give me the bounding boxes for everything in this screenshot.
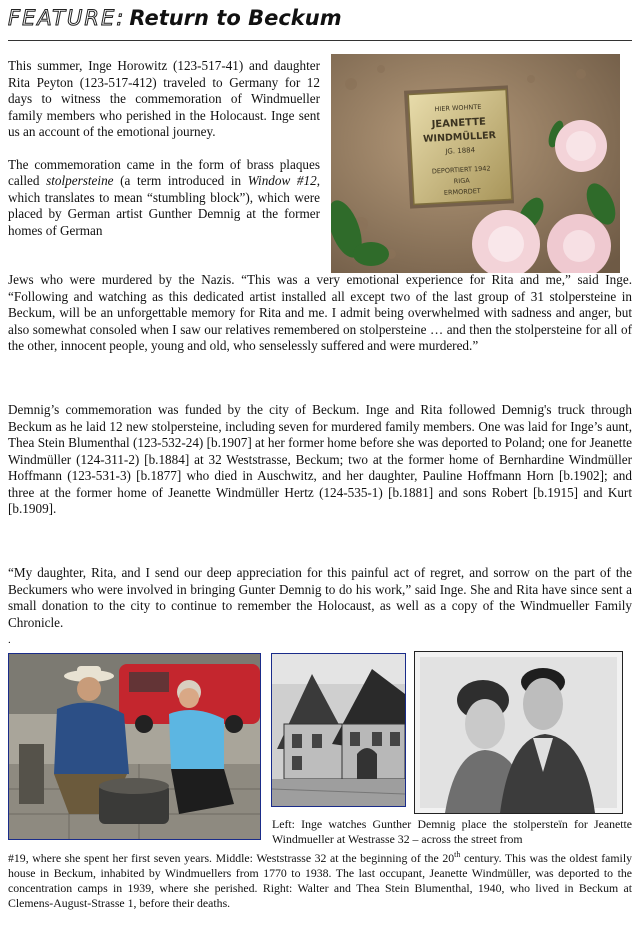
header-title: Return to Beckum: [129, 6, 342, 30]
blumenthal-photo: [414, 651, 623, 814]
p2-text-c: , which translates to mean “stumbling block”), which were placed by German artist Gunther Demnig at the former homes of German: [8, 173, 320, 238]
weststrasse-image: [272, 654, 405, 806]
stray-mark: .: [8, 634, 11, 646]
header-label: FEATURE:: [8, 6, 126, 30]
article-paragraph-2: [8, 157, 320, 240]
article-paragraph-4: “My daughter, Rita, and I send our deep appreciation for this painful act of regret, and sorrow on the part of the Beckumers who were involved in bringing Gunter Demnig to do his work,” said Inge. She and Rita have since sent a small donation to the city to continue to remember the Holocaust, as well as a copy of the Windmueller Family Chronicle.: [8, 565, 632, 630]
plaque-line-5: DEPORTIERT 1942: [431, 164, 491, 176]
demnig-photo: [8, 653, 261, 840]
plaque-line-7: ERMORDET: [443, 186, 482, 197]
article-paragraph-1: This summer, Inge Horowitz (123-517-41) and daughter Rita Peyton (123-517-412) traveled to Germany for 12 days to witness the commemoration of Windmueller family members who perished in the Holocaust. Inge sent us an account of the emotional journey.: [8, 58, 320, 139]
stolperstein-photo: [331, 54, 620, 273]
plaque-line-4: JG. 1884: [445, 146, 476, 156]
plaque-line-1: HIER WOHNTE: [434, 102, 482, 114]
p2-reference: Window #12: [247, 173, 317, 188]
page-header: [8, 6, 632, 41]
p2-text-b: (a term introduced in: [113, 173, 248, 188]
article-intro: [8, 58, 320, 239]
demnig-image: [9, 654, 260, 839]
plaque-line-3: WINDMÜLLER: [422, 130, 497, 145]
caption-text-b: century. This was the oldest family house in Beckum, inhabited by Windmuellers from 1770 to 1938. The last occupant, Jeanette Windmüller, was deported to the concentration camps in 1939, where she perished. Right: Walter and Thea Stein Blumenthal, 1940, who lived in Beckum at Clemens-August-Strasse 1, before their deaths.: [8, 850, 632, 910]
p2-term: stolpersteine: [46, 173, 114, 188]
p2-text-a: The commemoration came in the form of brass plaques called: [8, 156, 320, 188]
caption-superscript: th: [454, 850, 461, 859]
article-paragraph-3: Demnig’s commemoration was funded by the city of Beckum. Inge and Rita followed Demnig's truck through Beckum as he laid 12 new stolpersteine, including seven for murdered family members. One was laid for Inge’s aunt, Thea Stein Blumenthal (123-532-24) [b.1907] at her former home before she was deported to Poland; one for Jeanette Windmüller (124-311-2) [b.1884] at 32 Weststrasse, Beckum; two at the former home of Bernhardine Windmüller Hoffmann (123-531-3) [b.1877] who died in Auschwitz, and her daughter, Pauline Hoffmann Horn [b.1902]; and three at the former home of Jeanette Windmüller Hertz (124-535-1) [b.1881] and sons Robert [b.1915] and Kurt [b.1909].: [8, 402, 632, 516]
article-paragraph-2-continued: Jews who were murdered by the Nazis. “This was a very emotional experience for Rita and me,” said Inge. “Following and watching as this dedicated artist installed all except two of the last group of 31 stolpersteine in Beckum, will be an unforgettable memory for Rita and me. I admit being overwhelmed with sadness and anger, but also somewhat consoled when I saw our relatives remembered on stolpersteine … and then the stolpersteine for all of the other, innocent people, young and old, who senselessly suffered and were murdered.”: [8, 272, 632, 353]
plaque-line-2: JEANETTE: [431, 116, 487, 131]
weststrasse-photo: [271, 653, 406, 807]
caption-text-a: #19, where she spent her first seven years. Middle: Weststrasse 32 at the beginning of the 20: [8, 850, 455, 865]
photo-caption-part-2: [8, 847, 632, 911]
plaque-line-6: RIGA: [453, 176, 470, 186]
photo-caption-part-1: Left: Inge watches Gunther Demnig place the stolpersteïn for Jeanette Windmueller at Westrasse 32 – across the street from: [272, 817, 632, 846]
blumenthal-image: [415, 652, 622, 813]
stolperstein-image: [331, 54, 620, 273]
